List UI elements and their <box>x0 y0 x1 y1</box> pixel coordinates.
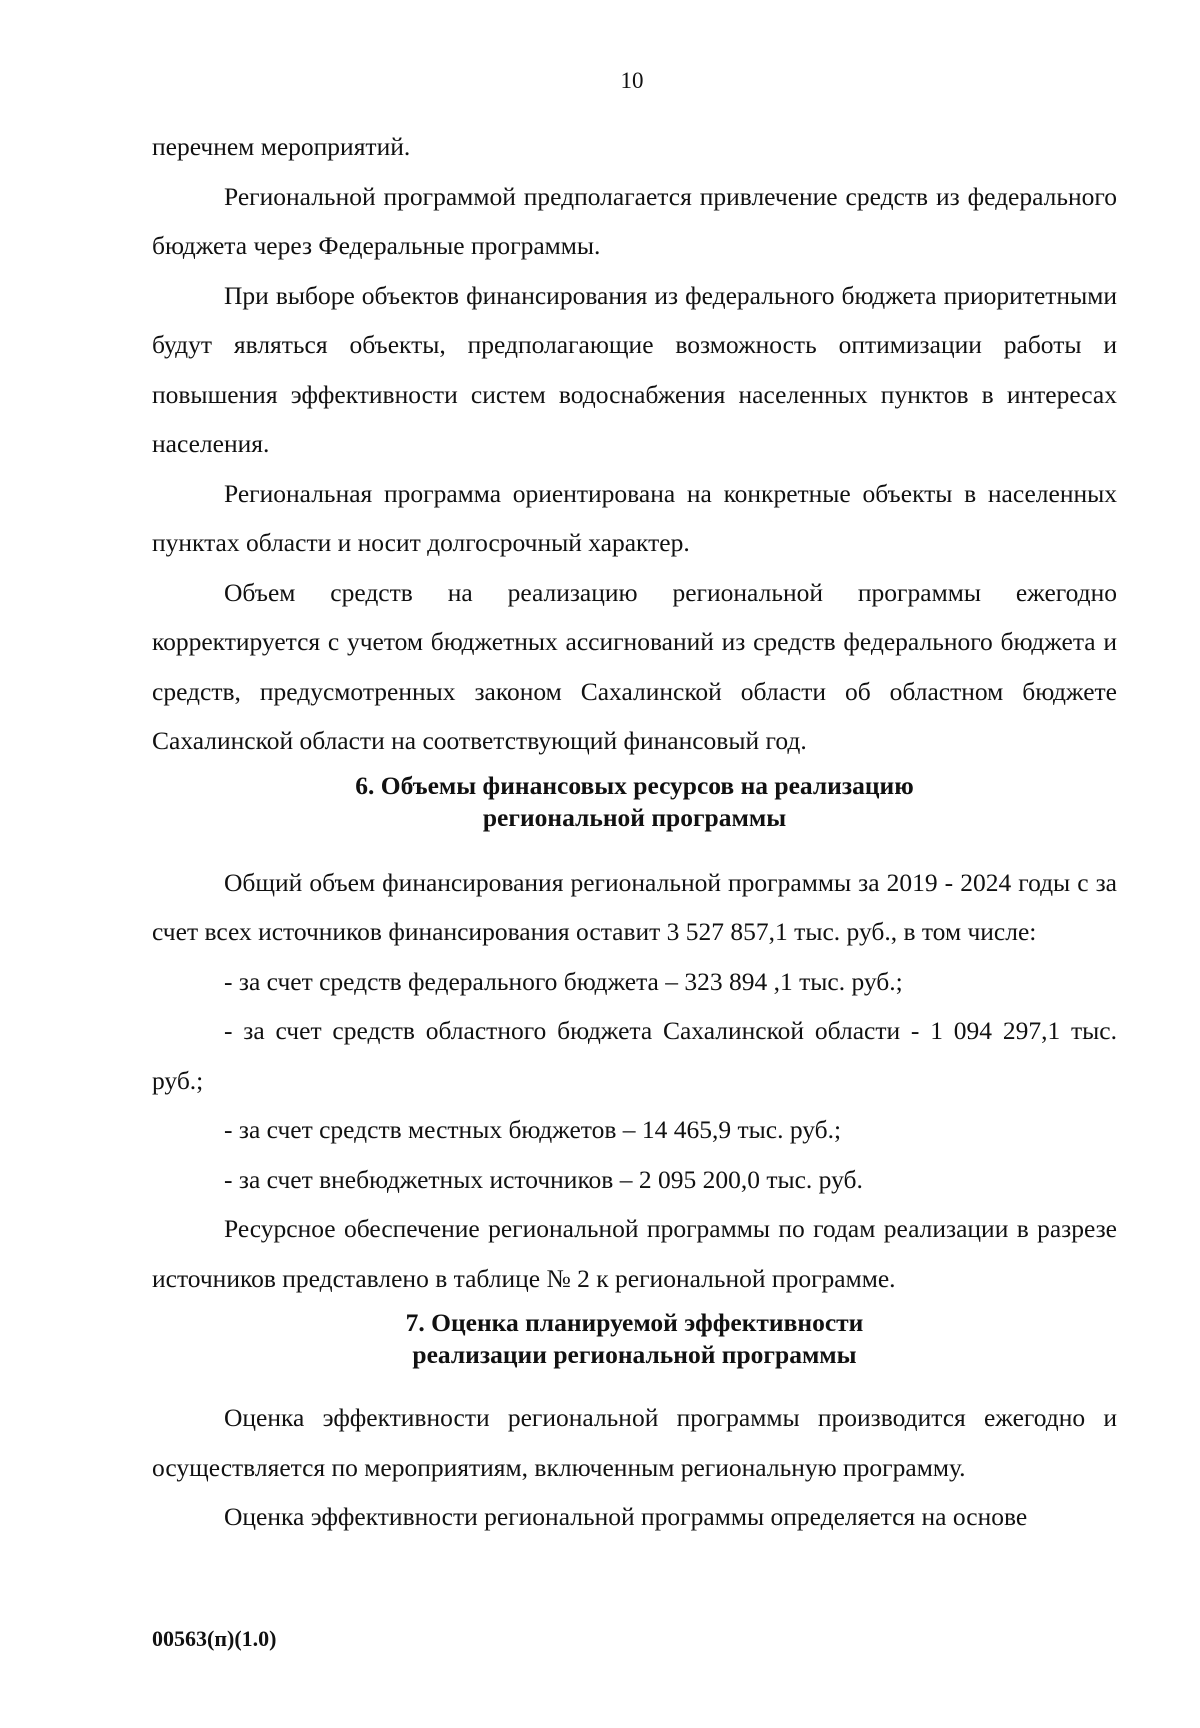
section-7-heading-line-2: реализации региональной программы <box>412 1340 857 1369</box>
section-7-heading-line-1: 7. Оценка планируемой эффективности <box>405 1308 864 1337</box>
paragraph-continuation: перечнем мероприятий. <box>152 132 411 161</box>
section-7-heading <box>152 1303 1117 1393</box>
section-6-heading <box>152 766 1117 858</box>
section-6-heading-line-2: региональной программы <box>482 802 787 832</box>
paragraph-evaluation-annual: Оценка эффективности региональной программы производится ежегодно и осуществляется по мероприятиям, включенным региональную программу. <box>152 1403 1117 1482</box>
section-6-heading-line-1: 6. Объемы финансовых ресурсов на реализацию <box>355 770 914 800</box>
paragraph-evaluation-basis: Оценка эффективности региональной программы определяется на основе <box>224 1502 1028 1531</box>
paragraph-funding-adjustment: Объем средств на реализацию региональной программы ежегодно корректируется с учетом бюджетных ассигнований из средств федерального бюджета и средств, предусмотренных законом Сахалинской области об областном бюджете Сахалинской области на соответствующий финансовый год. <box>152 577 1117 755</box>
paragraph-total-funding: Общий объем финансирования региональной программы за 2019 - 2024 годы с за счет всех источников финансирования оставит 3 527 857,1 тыс. руб., в том числе: <box>152 867 1117 946</box>
paragraph-program-orientation: Региональная программа ориентирована на конкретные объекты в населенных пунктах области и носит долгосрочный характер. <box>152 478 1117 557</box>
page-number: 10 <box>620 68 644 93</box>
paragraph-federal-funds: Региональной программой предполагается привлечение средств из федерального бюджета через Федеральные программы. <box>152 181 1117 260</box>
list-item-local-budgets: - за счет средств местных бюджетов – 14 465,9 тыс. руб.; <box>224 1115 842 1144</box>
list-item-regional-budget: - за счет средств областного бюджета Сахалинской области - 1 094 297,1 тыс. руб.; <box>152 1016 1117 1095</box>
list-item-federal-budget: - за счет средств федерального бюджета – 323 894 ,1 тыс. руб.; <box>224 966 903 996</box>
paragraph-object-selection: При выборе объектов финансирования из федерального бюджета приоритетными будут являться объекты, предполагающие возможность оптимизации работы и повышения эффективности систем водоснабжения населенных пунктов в интересах населения. <box>152 280 1117 458</box>
list-item-extrabudgetary: - за счет внебюджетных источников – 2 095 200,0 тыс. руб. <box>224 1164 863 1194</box>
document-code: 00563(п)(1.0) <box>152 1626 277 1651</box>
paragraph-resource-table-reference: Ресурсное обеспечение региональной программы по годам реализации в разрезе источников представлено в таблице № 2 к региональной программе. <box>152 1214 1117 1293</box>
document-body <box>152 122 1117 1542</box>
